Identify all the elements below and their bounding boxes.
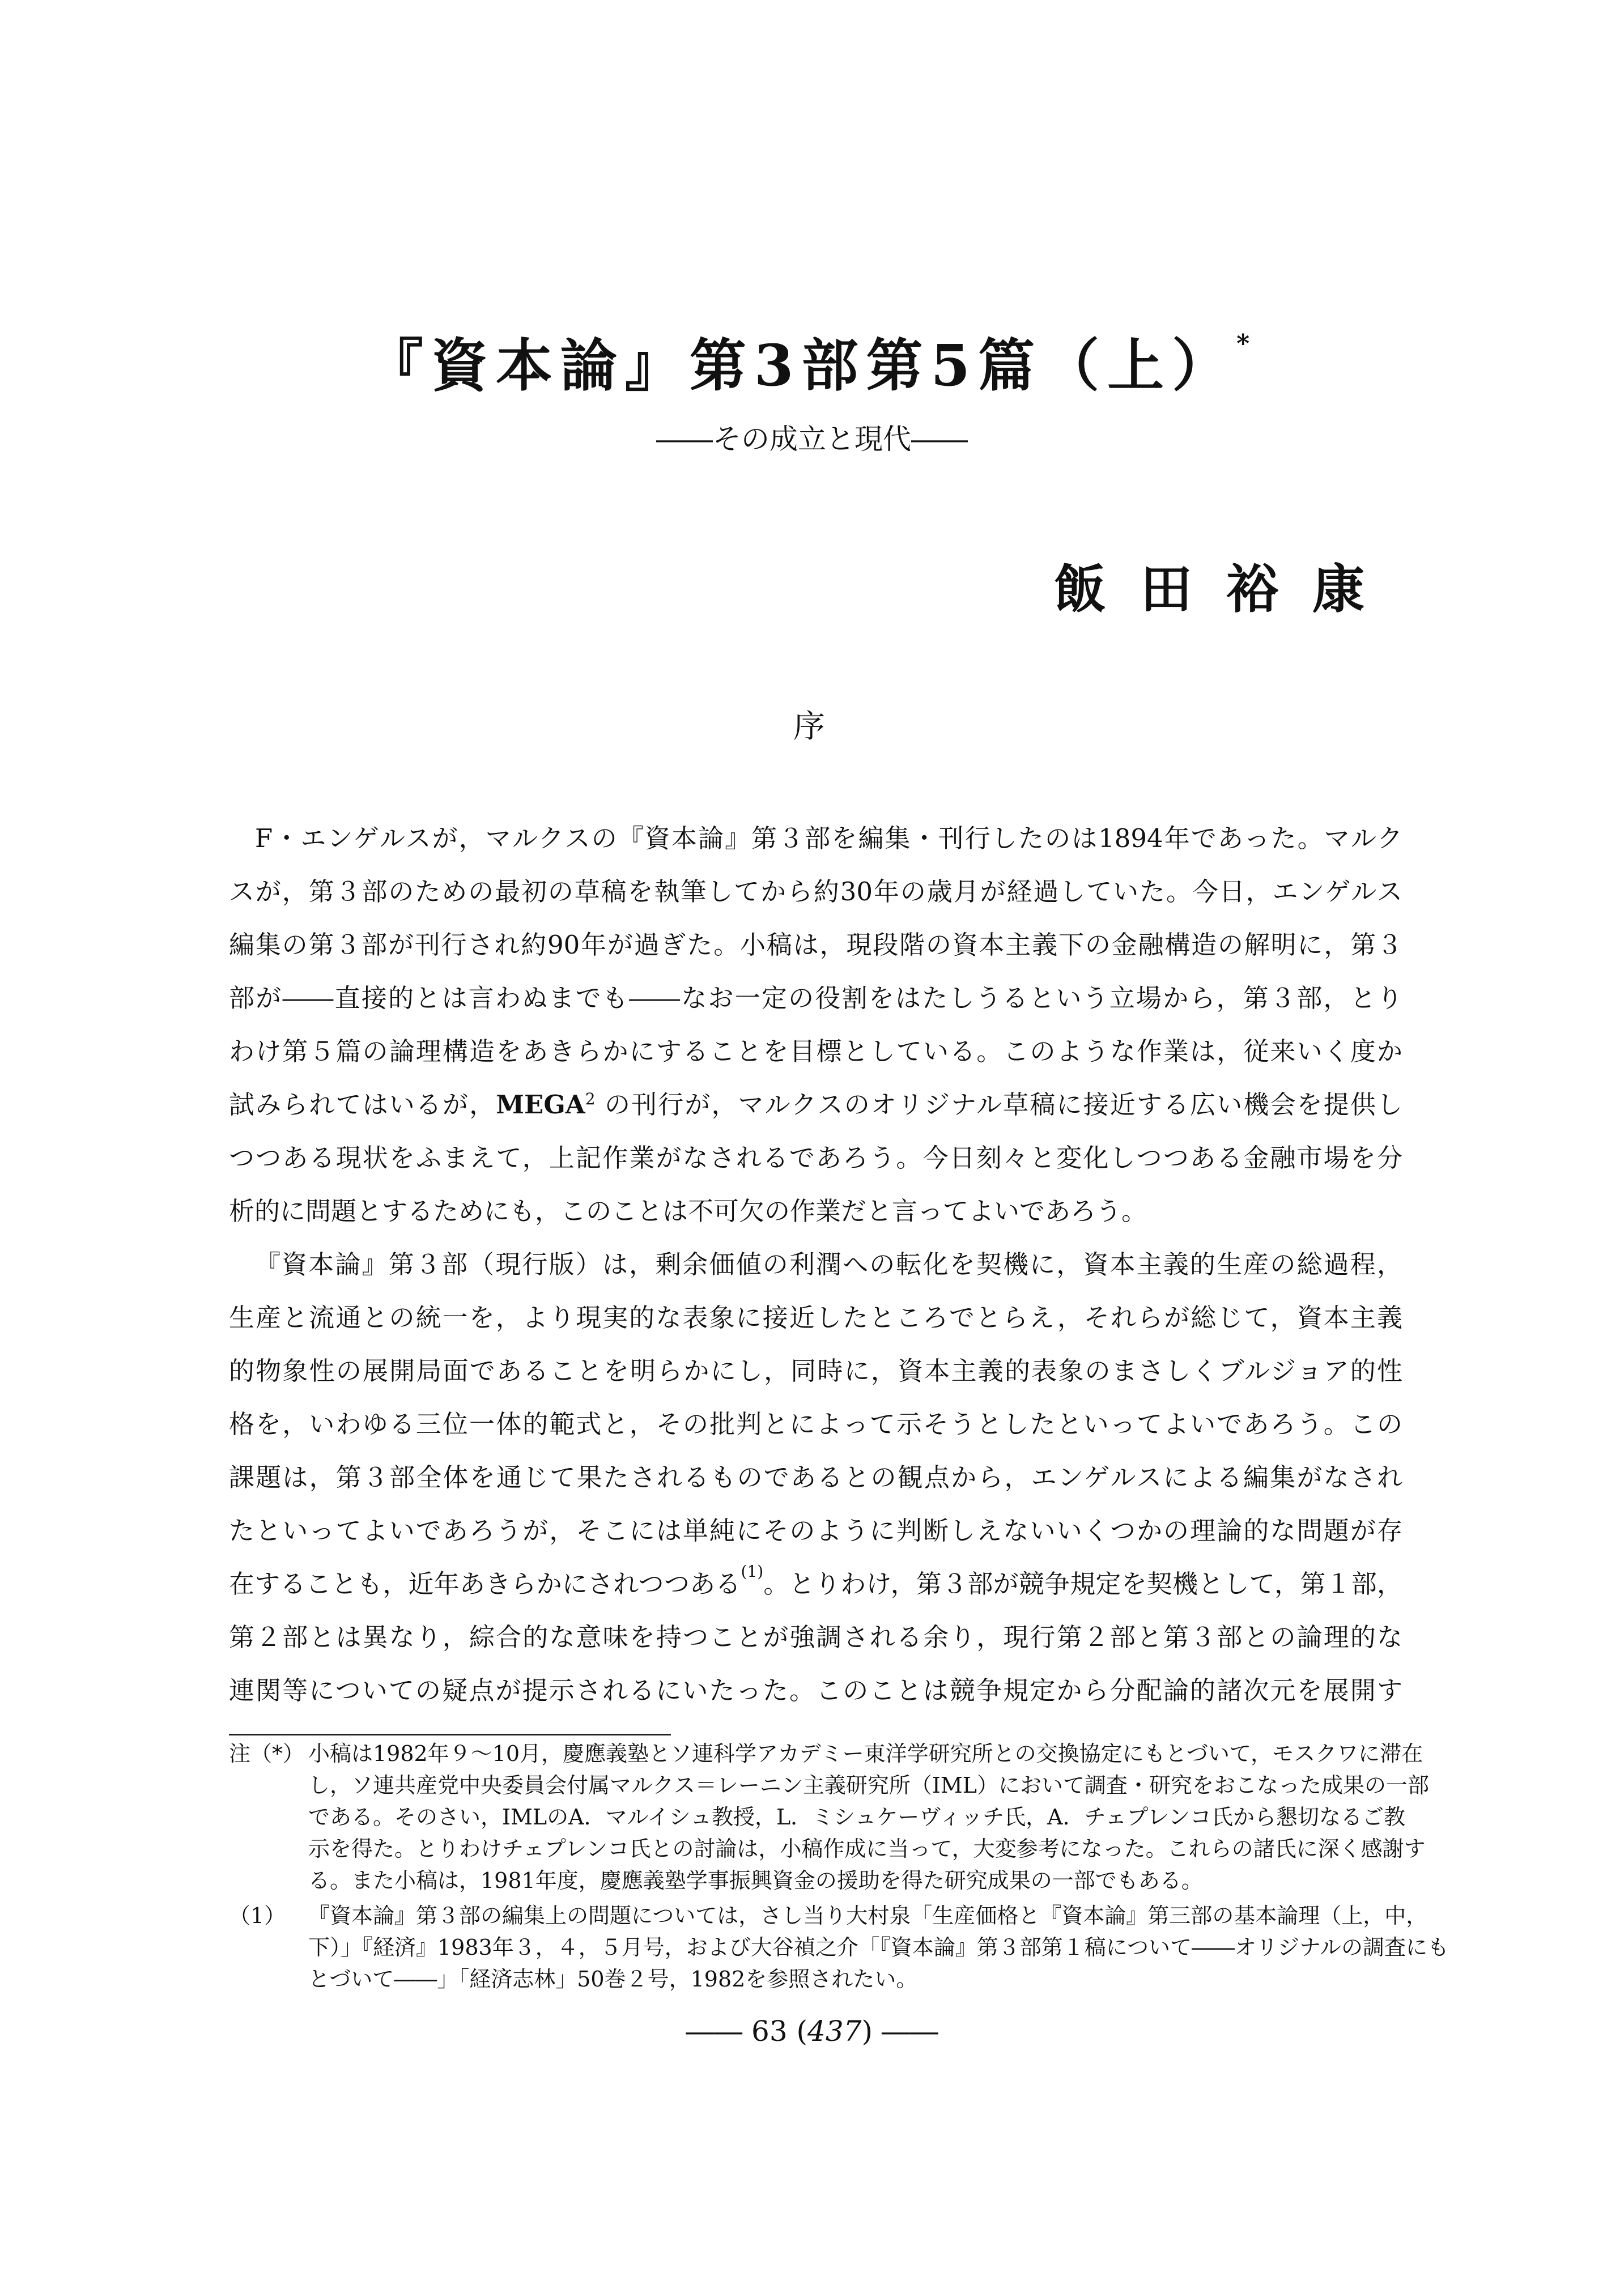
footnote-text: 示を得た。とりわけチェプレンコ氏との討論は，小稿作成に当って，大変参考になった。これらの諸氏に深く感謝す	[308, 1836, 1426, 1861]
body-line: 的物象性の展開局面であることを明らかにし，同時に，資本主義的表象のまさしくブルジョア的性	[229, 1356, 1402, 1386]
footnote-line	[229, 1965, 1402, 1997]
footnote-line	[229, 1771, 1430, 1803]
footnote-divider	[229, 1734, 671, 1735]
footnote-text: である。そのさい，IMLのA．マルイシュ教授，L．ミシュケーヴィッチ氏，A．チェプレンコ氏から懇切なるご教	[308, 1805, 1405, 1830]
footnote-line	[229, 1901, 1428, 1933]
body-line: 編集の第３部が刊行され約90年が過ぎた。小稿は，現段階の資本主義下の金融構造の解明に，第３	[229, 930, 1402, 960]
footnote-line	[229, 1739, 1423, 1771]
page-number-value: 63	[751, 2015, 788, 2048]
line-segment: 。とりわけ，第３部が競争規定を契機として，第１部，	[763, 1569, 1402, 1599]
body-line: たといってよいであろうが，そこには単純にそのように判断しえないいくつかの理論的な問題が存	[229, 1516, 1402, 1546]
body-line: つつある現状をふまえて，上記作業がなされるであろう。今日刻々と変化しつつある金融市場を分	[229, 1143, 1402, 1173]
body-line: スが，第３部のための最初の草稿を執筆してから約30年の歳月が経過していた。今日，エンゲルス	[229, 877, 1402, 907]
footnote-reference: (1)	[741, 1562, 764, 1581]
mega-term: MEGA	[496, 1090, 585, 1120]
article-title	[0, 331, 1624, 399]
author-name: 飯田裕康	[1054, 559, 1399, 620]
footnote-line	[229, 1866, 1402, 1898]
body-text	[229, 818, 1402, 1724]
footnote-text: とづいて――」「経済志林」50巻２号，1982を参照されたい。	[308, 1967, 918, 1992]
superscript: 2	[585, 1090, 596, 1108]
body-line: 第２部とは異なり，綜合的な意味を持つことが強調される余り，現行第２部と第３部との論理的な	[229, 1622, 1402, 1652]
page-number: ―― 63 (437) ――	[686, 2015, 938, 2048]
page-number-dash: ――	[686, 2015, 743, 2048]
footnote-line	[229, 1933, 1449, 1965]
body-line: 部が――直接的とは言わぬまでも――なお一定の役割をはたしうるという立場から，第３部，とり	[229, 983, 1402, 1013]
footnotes	[229, 1739, 1449, 1997]
body-line: 生産と流通との統一を，より現実的な表象に接近したところでとらえ，それらが総じて，資本主義	[229, 1303, 1402, 1333]
page-number-total: 437	[807, 2015, 862, 2048]
title-text: 『資本論』第3部第5篇（上）	[366, 332, 1237, 399]
body-line: 析的に問題とするためにも，このことは不可欠の作業だと言ってよいであろう。	[229, 1196, 1147, 1226]
body-line	[229, 1564, 1402, 1617]
title-footnote-mark: *	[1236, 329, 1258, 358]
body-line: 格を，いわゆる三位一体的範式と，その批判とによって示そうとしたといってよいであろう。この	[229, 1409, 1402, 1439]
footnote-text: る。また小稿は，1981年度，慶應義塾学事振興資金の援助を得た研究成果の一部でもある。	[308, 1868, 1203, 1893]
body-line: F・エンゲルスが，マルクスの『資本論』第３部を編集・刊行したのは1894年であった。マルク	[255, 823, 1402, 853]
section-heading: 序	[793, 708, 825, 745]
body-line: 連関等についての疑点が提示されるにいたった。このことは競争規定から分配論的諸次元を展開す	[229, 1675, 1402, 1705]
body-line: 『資本論』第３部（現行版）は，剰余価値の利潤への転化を契機に，資本主義的生産の総過程，	[255, 1249, 1402, 1279]
footnote-marker: （1）	[229, 1903, 286, 1928]
line-segment: の刊行が，マルクスのオリジナル草稿に接近する広い機会を提供し	[595, 1090, 1402, 1120]
body-line	[229, 1084, 1402, 1138]
footnote-marker: 注（*）	[229, 1741, 305, 1766]
page-number-dash: ――	[881, 2015, 938, 2048]
body-line: わけ第５篇の論理構造をあきらかにすることを目標としている。このような作業は，従来いく度か	[229, 1036, 1402, 1066]
line-segment: 在することも，近年あきらかにされつつある	[229, 1569, 741, 1599]
article-subtitle: ――その成立と現代――	[656, 423, 968, 456]
footnote-text: 『資本論』第３部の編集上の問題については，さし当り大村泉「生産価格と『資本論』第三部の基本論理（上，中，	[308, 1903, 1428, 1928]
footnote-text: 下）」『経済』1983年３，４，５月号，および大谷禎之介「『資本論』第３部第１稿について――オリジナルの調査にも	[308, 1935, 1449, 1960]
body-line: 課題は，第３部全体を通じて果たされるものであるとの観点から，エンゲルスによる編集がなされ	[229, 1462, 1402, 1492]
footnote-line	[229, 1835, 1426, 1866]
footnote-text: し，ソ連共産党中央委員会付属マルクス＝レーニン主義研究所（IML）において調査・研究をおこなった成果の一部	[308, 1773, 1430, 1798]
footnote-text: 小稿は1982年９～10月，慶應義塾とソ連科学アカデミー東洋学研究所との交換協定にもとづいて，モスクワに滞在	[308, 1741, 1423, 1766]
line-segment: 試みられてはいるが，	[229, 1090, 496, 1120]
footnote-line	[229, 1803, 1405, 1835]
